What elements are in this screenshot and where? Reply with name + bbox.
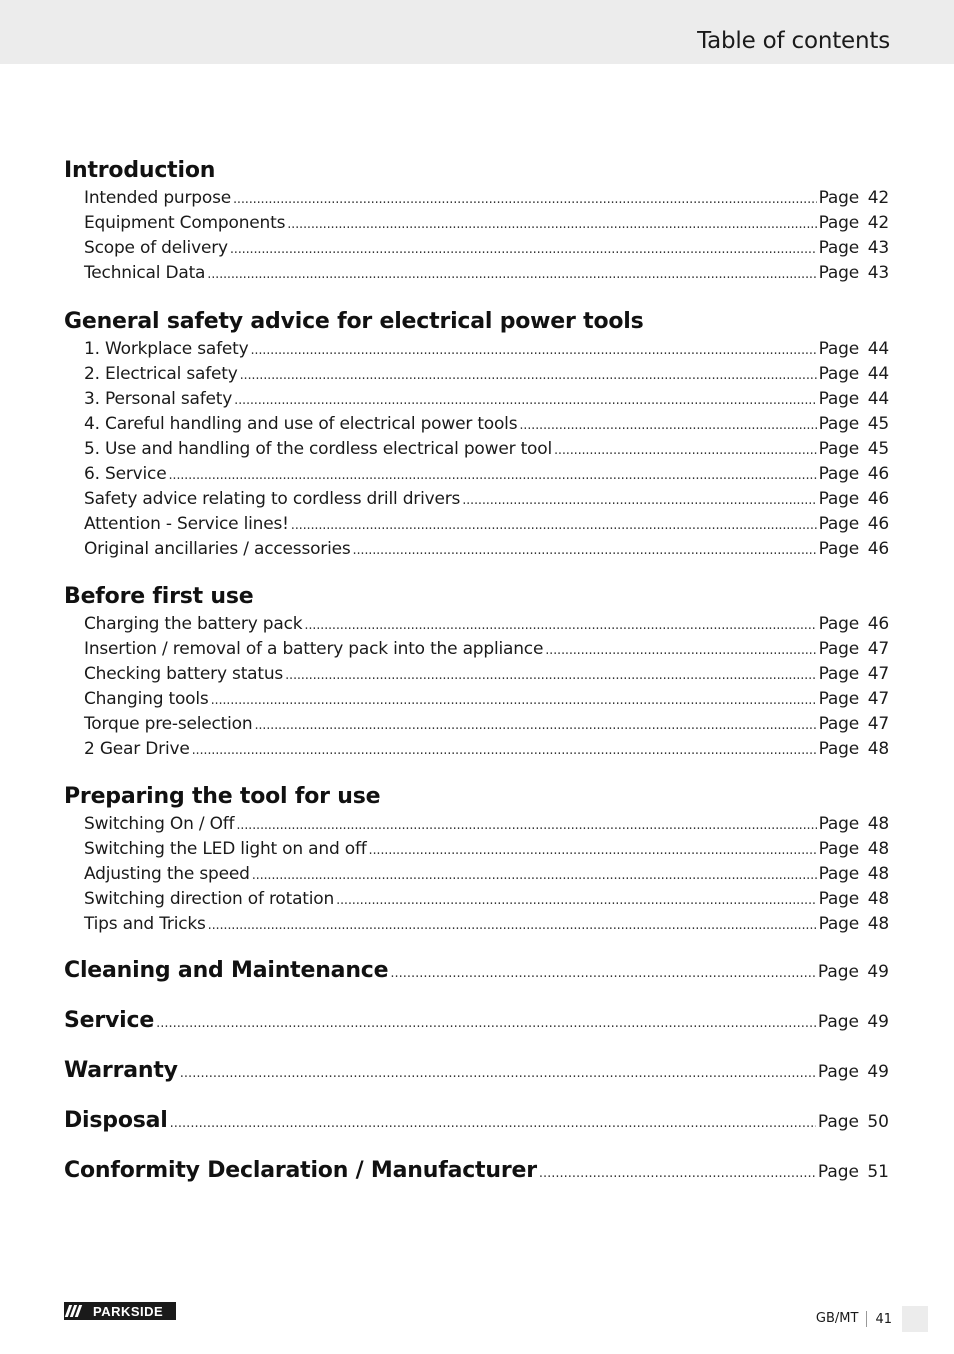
page-number: 46 — [867, 464, 889, 484]
page-word: Page — [818, 389, 859, 409]
dot-leader — [180, 1066, 816, 1081]
page-ref — [819, 464, 889, 484]
page-number: 48 — [867, 739, 889, 759]
toc-entry[interactable] — [84, 864, 889, 886]
page-number: 48 — [867, 889, 889, 909]
toc-entry-label: Safety advice relating to cordless drill drivers — [84, 489, 461, 509]
page-number: 42 — [867, 213, 889, 233]
toc-entry-label: 3. Personal safety — [84, 389, 233, 409]
toc-entry-label: 1. Workplace safety — [84, 339, 249, 359]
toc-entry[interactable] — [84, 439, 889, 461]
dot-leader — [211, 693, 817, 708]
page-ref — [819, 614, 889, 634]
page-word: Page — [818, 364, 859, 384]
dot-leader — [230, 242, 817, 257]
toc-entry-label: Insertion / removal of a battery pack into the appliance — [84, 639, 544, 659]
page-number: 46 — [867, 489, 889, 509]
page-word: Page — [818, 739, 859, 759]
page-number: 48 — [867, 914, 889, 934]
page-number: 45 — [867, 439, 889, 459]
toc-entry[interactable] — [84, 339, 889, 361]
page-number: 48 — [867, 814, 889, 834]
page-ref — [818, 1012, 889, 1032]
page-word: Page — [817, 1112, 859, 1132]
page-ref — [819, 213, 889, 233]
toc-entry-label: Switching On / Off — [84, 814, 235, 834]
toc-entry-label: Torque pre-selection — [84, 714, 253, 734]
toc-entry-label: Switching direction of rotation — [84, 889, 335, 909]
page-number: 48 — [867, 839, 889, 859]
toc-entry-label: 2. Electrical safety — [84, 364, 238, 384]
page-ref — [819, 839, 889, 859]
toc-entry[interactable] — [84, 639, 889, 661]
page-number: 47 — [867, 689, 889, 709]
page-word: Page — [818, 188, 859, 208]
toc-entry-label: Intended purpose — [84, 188, 231, 208]
toc-entry-label: Charging the battery pack — [84, 614, 303, 634]
toc-heading-entry[interactable] — [64, 1158, 889, 1186]
toc-heading-label: Disposal — [64, 1108, 168, 1133]
page-ref — [819, 639, 889, 659]
page-number: 47 — [867, 714, 889, 734]
page-word: Page — [818, 489, 859, 509]
dot-leader — [234, 393, 817, 408]
page-word: Page — [817, 1062, 859, 1082]
page-word: Page — [818, 889, 859, 909]
toc-entry-label: Original ancillaries / accessories — [84, 539, 351, 559]
page-number: 44 — [867, 339, 889, 359]
toc-entry-label: 2 Gear Drive — [84, 739, 190, 759]
toc-entry-label: 5. Use and handling of the cordless electrical power tool — [84, 439, 552, 459]
toc-entry-label: 4. Careful handling and use of electrical power tools — [84, 414, 518, 434]
page-number: 44 — [867, 364, 889, 384]
page-word: Page — [818, 664, 859, 684]
toc-entry[interactable] — [84, 263, 889, 285]
brand-logo — [64, 1302, 176, 1320]
page-number: 46 — [867, 614, 889, 634]
page-ref — [819, 714, 889, 734]
page-word: Page — [818, 814, 859, 834]
page-ref — [819, 238, 889, 258]
toc-entry-label: Scope of delivery — [84, 238, 228, 258]
page-number: 43 — [867, 238, 889, 258]
section-heading-preparing-tool: Preparing the tool for use — [64, 784, 381, 809]
toc-heading-entry[interactable] — [64, 1008, 889, 1036]
toc-entry-label: Tips and Tricks — [84, 914, 206, 934]
toc-entry[interactable] — [84, 364, 889, 386]
toc-entry[interactable] — [84, 238, 889, 260]
dot-leader — [287, 217, 816, 232]
footer-tab-box — [902, 1306, 928, 1332]
footer-language: GB/MT — [816, 1311, 868, 1327]
page-ref — [819, 689, 889, 709]
toc-heading-entry[interactable] — [64, 958, 889, 986]
toc-entry[interactable] — [84, 839, 889, 861]
dot-leader — [291, 518, 817, 533]
footer-page-info — [816, 1306, 928, 1332]
page-ref — [819, 414, 889, 434]
toc-entry[interactable] — [84, 389, 889, 411]
toc-entry[interactable] — [84, 739, 889, 761]
page-number: 49 — [867, 1012, 889, 1032]
toc-entry-label: Equipment Components — [84, 213, 286, 233]
page-ref — [819, 263, 889, 283]
page-number: 51 — [867, 1162, 889, 1182]
page-ref — [819, 439, 889, 459]
page-word: Page — [817, 1162, 859, 1182]
toc-heading-label: Service — [64, 1008, 155, 1033]
page-word: Page — [817, 1012, 859, 1032]
dot-leader — [285, 668, 817, 683]
toc-entry[interactable] — [84, 188, 889, 210]
footer-page-number: 41 — [875, 1311, 892, 1327]
page-word: Page — [818, 213, 859, 233]
toc-heading-label: Conformity Declaration / Manufacturer — [64, 1158, 537, 1183]
dot-leader — [462, 493, 816, 508]
toc-entry[interactable] — [84, 414, 889, 436]
page-word: Page — [818, 914, 859, 934]
dot-leader — [240, 368, 817, 383]
toc-entry[interactable] — [84, 213, 889, 235]
dot-leader — [168, 468, 816, 483]
toc-entry[interactable] — [84, 514, 889, 536]
page-number: 48 — [867, 864, 889, 884]
page-number: 46 — [867, 514, 889, 534]
page-ref — [819, 739, 889, 759]
page-word: Page — [817, 962, 859, 982]
section-heading-before-first-use: Before first use — [64, 584, 254, 609]
dot-leader — [250, 343, 816, 358]
page-number: 47 — [867, 664, 889, 684]
toc-heading-entry[interactable] — [64, 1058, 889, 1086]
section-heading-general-safety: General safety advice for electrical power tools — [64, 309, 644, 334]
toc-entry[interactable] — [84, 489, 889, 511]
dot-leader — [170, 1116, 816, 1131]
toc-entry[interactable] — [84, 714, 889, 736]
dot-leader — [207, 267, 816, 282]
logo-stripes-icon — [64, 1302, 93, 1320]
toc-entry-label: Technical Data — [84, 263, 206, 283]
section-heading-introduction: Introduction — [64, 158, 216, 183]
page-ref — [819, 514, 889, 534]
page-word: Page — [818, 539, 859, 559]
toc-entry-label: Switching the LED light on and off — [84, 839, 367, 859]
page-word: Page — [818, 339, 859, 359]
dot-leader — [390, 966, 815, 981]
page-ref — [819, 889, 889, 909]
dot-leader — [254, 718, 816, 733]
dot-leader — [156, 1016, 816, 1031]
page-ref — [819, 364, 889, 384]
page-number: 43 — [867, 263, 889, 283]
page-number: 49 — [867, 962, 889, 982]
toc-entry-label: Attention - Service lines! — [84, 514, 289, 534]
page-word: Page — [818, 464, 859, 484]
toc-entry[interactable] — [84, 614, 889, 636]
toc-entry[interactable] — [84, 689, 889, 711]
page-word: Page — [818, 864, 859, 884]
page-ref — [818, 1162, 889, 1182]
dot-leader — [252, 868, 817, 883]
page-word: Page — [818, 238, 859, 258]
toc-entry-label: Adjusting the speed — [84, 864, 250, 884]
dot-leader — [545, 643, 816, 658]
page-ref — [819, 389, 889, 409]
page-ref — [819, 914, 889, 934]
page-ref — [819, 539, 889, 559]
toc-entry[interactable] — [84, 464, 889, 486]
toc-entry[interactable] — [84, 889, 889, 911]
page-number: 50 — [867, 1112, 889, 1132]
dot-leader — [554, 443, 817, 458]
toc-entry-label: Checking battery status — [84, 664, 284, 684]
page-word: Page — [818, 514, 859, 534]
page-word: Page — [818, 263, 859, 283]
page-ref — [818, 1112, 889, 1132]
page-word: Page — [818, 439, 859, 459]
brand-name: PARKSIDE — [93, 1303, 164, 1319]
page-ref — [819, 814, 889, 834]
page-ref — [818, 962, 889, 982]
page-ref — [819, 664, 889, 684]
page-number: 49 — [867, 1062, 889, 1082]
dot-leader — [208, 918, 817, 933]
page-ref — [819, 188, 889, 208]
page-word: Page — [818, 689, 859, 709]
page-word: Page — [818, 639, 859, 659]
dot-leader — [539, 1166, 816, 1181]
toc-entry-label: 6. Service — [84, 464, 167, 484]
page-number: 42 — [867, 188, 889, 208]
toc-entry[interactable] — [84, 814, 889, 836]
toc-heading-label: Warranty — [64, 1058, 178, 1083]
dot-leader — [336, 893, 817, 908]
page-word: Page — [818, 614, 859, 634]
page-ref — [819, 489, 889, 509]
page-word: Page — [818, 414, 859, 434]
dot-leader — [304, 618, 816, 633]
toc-entry[interactable] — [84, 914, 889, 936]
page-number: 44 — [867, 389, 889, 409]
dot-leader — [519, 418, 816, 433]
page-title: Table of contents — [697, 28, 890, 54]
dot-leader — [233, 192, 817, 207]
dot-leader — [369, 843, 817, 858]
page-ref — [818, 1062, 889, 1082]
toc-entry-label: Changing tools — [84, 689, 209, 709]
page-ref — [819, 864, 889, 884]
page-number: 46 — [867, 539, 889, 559]
dot-leader — [353, 543, 817, 558]
page-ref — [819, 339, 889, 359]
page-number: 47 — [867, 639, 889, 659]
page-word: Page — [818, 839, 859, 859]
toc-heading-entry[interactable] — [64, 1108, 889, 1136]
toc-entry[interactable] — [84, 664, 889, 686]
page-word: Page — [818, 714, 859, 734]
dot-leader — [236, 818, 816, 833]
page-number: 45 — [867, 414, 889, 434]
toc-entry[interactable] — [84, 539, 889, 561]
dot-leader — [192, 743, 817, 758]
toc-heading-label: Cleaning and Maintenance — [64, 958, 389, 983]
